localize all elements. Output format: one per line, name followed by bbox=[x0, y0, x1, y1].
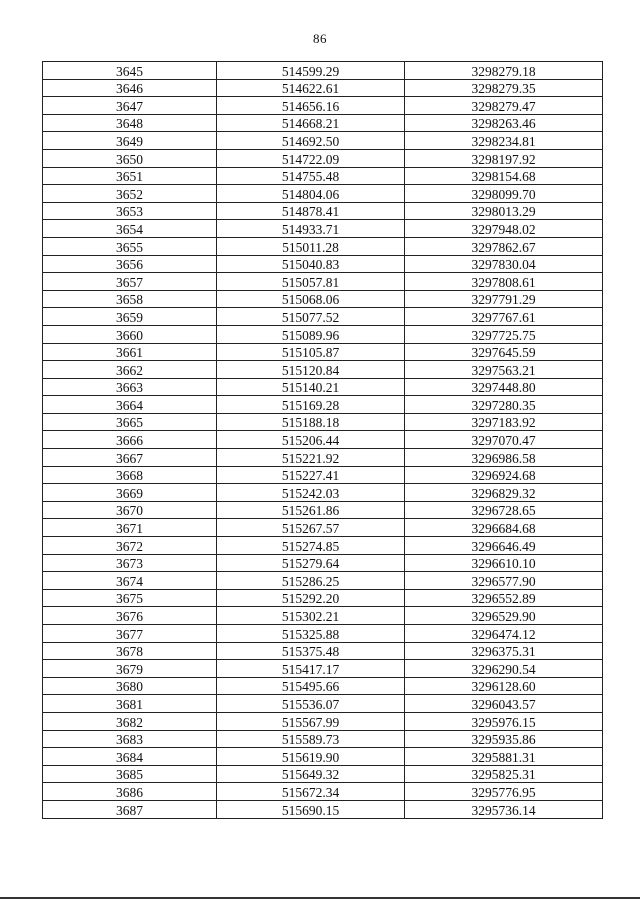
table-row bbox=[43, 695, 603, 713]
y-coordinate-cell: 3298197.92 bbox=[405, 149, 603, 167]
x-coordinate-cell: 514656.16 bbox=[217, 97, 405, 115]
table-row bbox=[43, 149, 603, 167]
x-coordinate-cell: 515206.44 bbox=[217, 431, 405, 449]
point-number-cell: 3651 bbox=[43, 167, 217, 185]
coordinates-table bbox=[42, 61, 603, 819]
point-number-cell: 3669 bbox=[43, 484, 217, 502]
table-row bbox=[43, 79, 603, 97]
x-coordinate-cell: 515302.21 bbox=[217, 607, 405, 625]
point-number-cell: 3648 bbox=[43, 114, 217, 132]
point-number-cell: 3663 bbox=[43, 378, 217, 396]
x-coordinate-cell: 514599.29 bbox=[217, 62, 405, 80]
y-coordinate-cell: 3297725.75 bbox=[405, 325, 603, 343]
x-coordinate-cell: 514878.41 bbox=[217, 202, 405, 220]
table-row bbox=[43, 431, 603, 449]
point-number-cell: 3673 bbox=[43, 554, 217, 572]
y-coordinate-cell: 3298279.35 bbox=[405, 79, 603, 97]
table-row bbox=[43, 677, 603, 695]
y-coordinate-cell: 3296924.68 bbox=[405, 466, 603, 484]
table-row bbox=[43, 484, 603, 502]
y-coordinate-cell: 3296610.10 bbox=[405, 554, 603, 572]
point-number-cell: 3662 bbox=[43, 361, 217, 379]
x-coordinate-cell: 515221.92 bbox=[217, 449, 405, 467]
y-coordinate-cell: 3295776.95 bbox=[405, 783, 603, 801]
y-coordinate-cell: 3295736.14 bbox=[405, 800, 603, 818]
x-coordinate-cell: 515567.99 bbox=[217, 712, 405, 730]
table-row bbox=[43, 308, 603, 326]
y-coordinate-cell: 3297563.21 bbox=[405, 361, 603, 379]
y-coordinate-cell: 3298263.46 bbox=[405, 114, 603, 132]
point-number-cell: 3653 bbox=[43, 202, 217, 220]
table-body bbox=[43, 62, 603, 819]
point-number-cell: 3671 bbox=[43, 519, 217, 537]
point-number-cell: 3657 bbox=[43, 273, 217, 291]
table-row bbox=[43, 255, 603, 273]
y-coordinate-cell: 3296474.12 bbox=[405, 625, 603, 643]
x-coordinate-cell: 515286.25 bbox=[217, 572, 405, 590]
y-coordinate-cell: 3297948.02 bbox=[405, 220, 603, 238]
coordinates-table-container bbox=[42, 61, 602, 819]
x-coordinate-cell: 515227.41 bbox=[217, 466, 405, 484]
y-coordinate-cell: 3295825.31 bbox=[405, 765, 603, 783]
table-row bbox=[43, 237, 603, 255]
table-row bbox=[43, 62, 603, 80]
table-row bbox=[43, 167, 603, 185]
table-row bbox=[43, 273, 603, 291]
point-number-cell: 3654 bbox=[43, 220, 217, 238]
table-row bbox=[43, 114, 603, 132]
x-coordinate-cell: 515495.66 bbox=[217, 677, 405, 695]
point-number-cell: 3683 bbox=[43, 730, 217, 748]
point-number-cell: 3679 bbox=[43, 660, 217, 678]
bottom-divider bbox=[0, 897, 640, 899]
table-row bbox=[43, 449, 603, 467]
y-coordinate-cell: 3297070.47 bbox=[405, 431, 603, 449]
x-coordinate-cell: 515649.32 bbox=[217, 765, 405, 783]
y-coordinate-cell: 3296552.89 bbox=[405, 589, 603, 607]
x-coordinate-cell: 514722.09 bbox=[217, 149, 405, 167]
x-coordinate-cell: 515292.20 bbox=[217, 589, 405, 607]
table-row bbox=[43, 132, 603, 150]
point-number-cell: 3676 bbox=[43, 607, 217, 625]
x-coordinate-cell: 515169.28 bbox=[217, 396, 405, 414]
point-number-cell: 3682 bbox=[43, 712, 217, 730]
y-coordinate-cell: 3296728.65 bbox=[405, 501, 603, 519]
point-number-cell: 3665 bbox=[43, 413, 217, 431]
point-number-cell: 3652 bbox=[43, 185, 217, 203]
x-coordinate-cell: 515274.85 bbox=[217, 537, 405, 555]
x-coordinate-cell: 514755.48 bbox=[217, 167, 405, 185]
x-coordinate-cell: 515040.83 bbox=[217, 255, 405, 273]
point-number-cell: 3686 bbox=[43, 783, 217, 801]
y-coordinate-cell: 3296684.68 bbox=[405, 519, 603, 537]
x-coordinate-cell: 515690.15 bbox=[217, 800, 405, 818]
table-row bbox=[43, 783, 603, 801]
x-coordinate-cell: 515105.87 bbox=[217, 343, 405, 361]
table-row bbox=[43, 730, 603, 748]
y-coordinate-cell: 3297830.04 bbox=[405, 255, 603, 273]
y-coordinate-cell: 3297448.80 bbox=[405, 378, 603, 396]
point-number-cell: 3658 bbox=[43, 290, 217, 308]
y-coordinate-cell: 3298279.18 bbox=[405, 62, 603, 80]
point-number-cell: 3655 bbox=[43, 237, 217, 255]
table-row bbox=[43, 712, 603, 730]
x-coordinate-cell: 515536.07 bbox=[217, 695, 405, 713]
page-number: 86 bbox=[313, 31, 327, 46]
x-coordinate-cell: 515077.52 bbox=[217, 308, 405, 326]
point-number-cell: 3661 bbox=[43, 343, 217, 361]
table-row bbox=[43, 97, 603, 115]
y-coordinate-cell: 3296375.31 bbox=[405, 642, 603, 660]
x-coordinate-cell: 515261.86 bbox=[217, 501, 405, 519]
x-coordinate-cell: 515267.57 bbox=[217, 519, 405, 537]
y-coordinate-cell: 3297645.59 bbox=[405, 343, 603, 361]
y-coordinate-cell: 3295976.15 bbox=[405, 712, 603, 730]
point-number-cell: 3678 bbox=[43, 642, 217, 660]
point-number-cell: 3668 bbox=[43, 466, 217, 484]
table-row bbox=[43, 290, 603, 308]
table-row bbox=[43, 466, 603, 484]
table-row bbox=[43, 537, 603, 555]
point-number-cell: 3675 bbox=[43, 589, 217, 607]
y-coordinate-cell: 3297862.67 bbox=[405, 237, 603, 255]
x-coordinate-cell: 515011.28 bbox=[217, 237, 405, 255]
y-coordinate-cell: 3296646.49 bbox=[405, 537, 603, 555]
x-coordinate-cell: 515589.73 bbox=[217, 730, 405, 748]
x-coordinate-cell: 514668.21 bbox=[217, 114, 405, 132]
y-coordinate-cell: 3295935.86 bbox=[405, 730, 603, 748]
y-coordinate-cell: 3297280.35 bbox=[405, 396, 603, 414]
y-coordinate-cell: 3296986.58 bbox=[405, 449, 603, 467]
y-coordinate-cell: 3298154.68 bbox=[405, 167, 603, 185]
point-number-cell: 3685 bbox=[43, 765, 217, 783]
point-number-cell: 3666 bbox=[43, 431, 217, 449]
table-row bbox=[43, 660, 603, 678]
table-row bbox=[43, 378, 603, 396]
x-coordinate-cell: 515120.84 bbox=[217, 361, 405, 379]
point-number-cell: 3650 bbox=[43, 149, 217, 167]
point-number-cell: 3681 bbox=[43, 695, 217, 713]
table-row bbox=[43, 220, 603, 238]
x-coordinate-cell: 515619.90 bbox=[217, 748, 405, 766]
y-coordinate-cell: 3296577.90 bbox=[405, 572, 603, 590]
x-coordinate-cell: 515279.64 bbox=[217, 554, 405, 572]
x-coordinate-cell: 515375.48 bbox=[217, 642, 405, 660]
point-number-cell: 3660 bbox=[43, 325, 217, 343]
point-number-cell: 3677 bbox=[43, 625, 217, 643]
table-row bbox=[43, 413, 603, 431]
x-coordinate-cell: 515325.88 bbox=[217, 625, 405, 643]
point-number-cell: 3649 bbox=[43, 132, 217, 150]
point-number-cell: 3646 bbox=[43, 79, 217, 97]
y-coordinate-cell: 3296529.90 bbox=[405, 607, 603, 625]
table-row bbox=[43, 396, 603, 414]
x-coordinate-cell: 515417.17 bbox=[217, 660, 405, 678]
y-coordinate-cell: 3296043.57 bbox=[405, 695, 603, 713]
point-number-cell: 3659 bbox=[43, 308, 217, 326]
point-number-cell: 3670 bbox=[43, 501, 217, 519]
table-row bbox=[43, 572, 603, 590]
table-row bbox=[43, 554, 603, 572]
table-row bbox=[43, 589, 603, 607]
point-number-cell: 3656 bbox=[43, 255, 217, 273]
x-coordinate-cell: 515057.81 bbox=[217, 273, 405, 291]
table-row bbox=[43, 185, 603, 203]
x-coordinate-cell: 515188.18 bbox=[217, 413, 405, 431]
table-row bbox=[43, 519, 603, 537]
point-number-cell: 3674 bbox=[43, 572, 217, 590]
y-coordinate-cell: 3297791.29 bbox=[405, 290, 603, 308]
x-coordinate-cell: 515068.06 bbox=[217, 290, 405, 308]
point-number-cell: 3680 bbox=[43, 677, 217, 695]
point-number-cell: 3672 bbox=[43, 537, 217, 555]
y-coordinate-cell: 3296128.60 bbox=[405, 677, 603, 695]
table-row bbox=[43, 501, 603, 519]
y-coordinate-cell: 3295881.31 bbox=[405, 748, 603, 766]
x-coordinate-cell: 514692.50 bbox=[217, 132, 405, 150]
table-row bbox=[43, 765, 603, 783]
point-number-cell: 3664 bbox=[43, 396, 217, 414]
table-row bbox=[43, 748, 603, 766]
y-coordinate-cell: 3297767.61 bbox=[405, 308, 603, 326]
point-number-cell: 3667 bbox=[43, 449, 217, 467]
table-row bbox=[43, 202, 603, 220]
point-number-cell: 3684 bbox=[43, 748, 217, 766]
x-coordinate-cell: 514933.71 bbox=[217, 220, 405, 238]
y-coordinate-cell: 3298013.29 bbox=[405, 202, 603, 220]
y-coordinate-cell: 3296829.32 bbox=[405, 484, 603, 502]
y-coordinate-cell: 3297808.61 bbox=[405, 273, 603, 291]
x-coordinate-cell: 515672.34 bbox=[217, 783, 405, 801]
x-coordinate-cell: 515140.21 bbox=[217, 378, 405, 396]
y-coordinate-cell: 3298099.70 bbox=[405, 185, 603, 203]
point-number-cell: 3647 bbox=[43, 97, 217, 115]
point-number-cell: 3645 bbox=[43, 62, 217, 80]
x-coordinate-cell: 515242.03 bbox=[217, 484, 405, 502]
point-number-cell: 3687 bbox=[43, 800, 217, 818]
y-coordinate-cell: 3298234.81 bbox=[405, 132, 603, 150]
table-row bbox=[43, 800, 603, 818]
table-row bbox=[43, 625, 603, 643]
table-row bbox=[43, 607, 603, 625]
y-coordinate-cell: 3298279.47 bbox=[405, 97, 603, 115]
table-row bbox=[43, 343, 603, 361]
table-row bbox=[43, 325, 603, 343]
table-row bbox=[43, 642, 603, 660]
x-coordinate-cell: 514622.61 bbox=[217, 79, 405, 97]
y-coordinate-cell: 3296290.54 bbox=[405, 660, 603, 678]
table-row bbox=[43, 361, 603, 379]
x-coordinate-cell: 514804.06 bbox=[217, 185, 405, 203]
y-coordinate-cell: 3297183.92 bbox=[405, 413, 603, 431]
x-coordinate-cell: 515089.96 bbox=[217, 325, 405, 343]
